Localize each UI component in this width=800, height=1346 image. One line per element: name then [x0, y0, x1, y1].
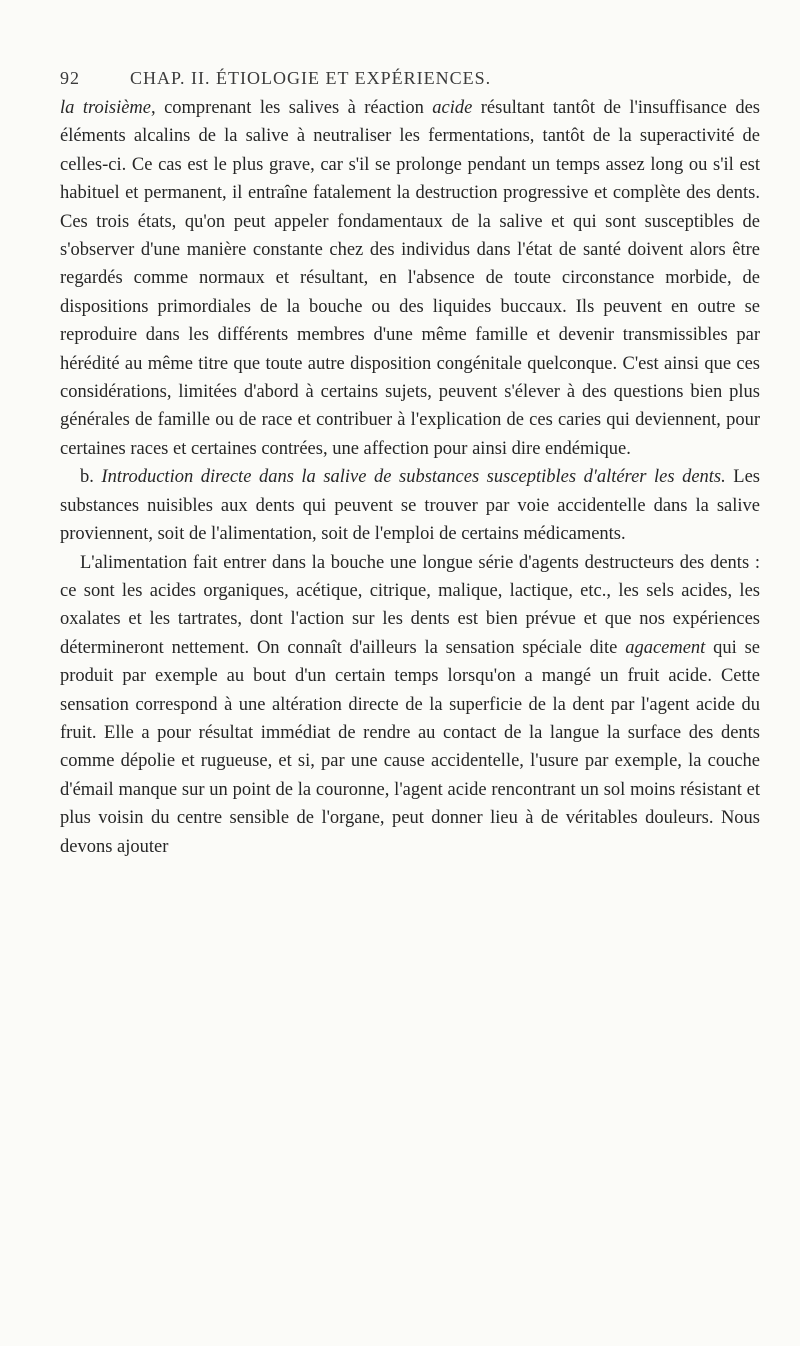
section-label: b. — [80, 467, 102, 488]
paragraph-alimentation — [60, 549, 760, 861]
section-title: Introduction directe dans la salive de substances susceptibles d'altérer les dents. — [101, 467, 726, 488]
paragraph-mid: , comprenant les salives à réaction — [151, 98, 433, 118]
emphasis-agacement: agacement — [625, 637, 706, 658]
paragraph-text: Les substances nuisibles aux dents qui peuvent se trouver par voie accidentelle dans la salive proviennent, soit de l'alimentation, soit de l'emploi de certains médicaments. — [60, 467, 761, 545]
book-page — [60, 60, 760, 861]
running-head — [60, 60, 760, 94]
paragraph-salive-acide — [60, 94, 760, 463]
paragraph-lead: la troisième — [60, 98, 151, 118]
emphasis-acide: acide — [432, 98, 473, 118]
chapter-title: CHAP. II. ÉTIOLOGIE ET EXPÉRIENCES. — [130, 68, 492, 88]
paragraph-text-end: qui se produit par exemple au bout d'un certain temps lorsqu'on a mangé un fruit acide. Cette sensation correspond à une altération directe de la superficie de la dent par l'agent acide du fruit. Elle a pour résultat immédiat de rendre au contact de la langue la surface des dents comme dépolie et rugueuse, et si, par une cause accidentelle, l'usure par exemple, la couche d'émail manque sur un point de la couronne, l'agent acide rencontrant un sol moins résistant et plus voisin du centre sensible de l'organe, peut donner lieu à de véritables douleurs. Nous devons ajouter — [60, 637, 760, 857]
paragraph-section-b — [60, 463, 760, 548]
paragraph-text: L'alimentation fait entrer dans la bouche une longue série d'agents destructeurs des dents : ce sont les acides organiques, acétique, citrique, malique, lactique, etc., les sels acides, les oxalates et les tartrates, dont l'action sur les dents est bien prévue et que nos expériences détermineront nettement. On connaît d'ailleurs la sensation spéciale dite — [60, 552, 760, 658]
paragraph-text: résultant tantôt de l'insuffisance des éléments alcalins de la salive à neutraliser les fermentations, tantôt de la superactivité de celles-ci. Ce cas est le plus grave, car s'il se prolonge pendant un temps assez long ou s'il est habituel et permanent, il entraîne fatalement la destruction progressive et complète des dents. Ces trois états, qu'on peut appeler fondamentaux de la salive et qui sont susceptibles de s'observer d'une manière constante chez des individus dans l'état de santé doivent alors être regardés comme normaux et résultant, en l'absence de toute circonstance morbide, de dispositions primordiales de la bouche ou des liquides buccaux. Ils peuvent en outre se reproduire dans les différents membres d'une même famille et devenir transmissibles par hérédité au même titre que toute autre disposition congénitale quelconque. C'est ainsi que ces considérations, limitées d'abord à certains sujets, peuvent s'élever à des questions bien plus générales de famille ou de race et contribuer à l'explication de ces caries qui deviennent, pour certaines races et certaines contrées, une affection pour ainsi dire endémique. — [60, 98, 760, 459]
page-number: 92 — [60, 68, 80, 88]
